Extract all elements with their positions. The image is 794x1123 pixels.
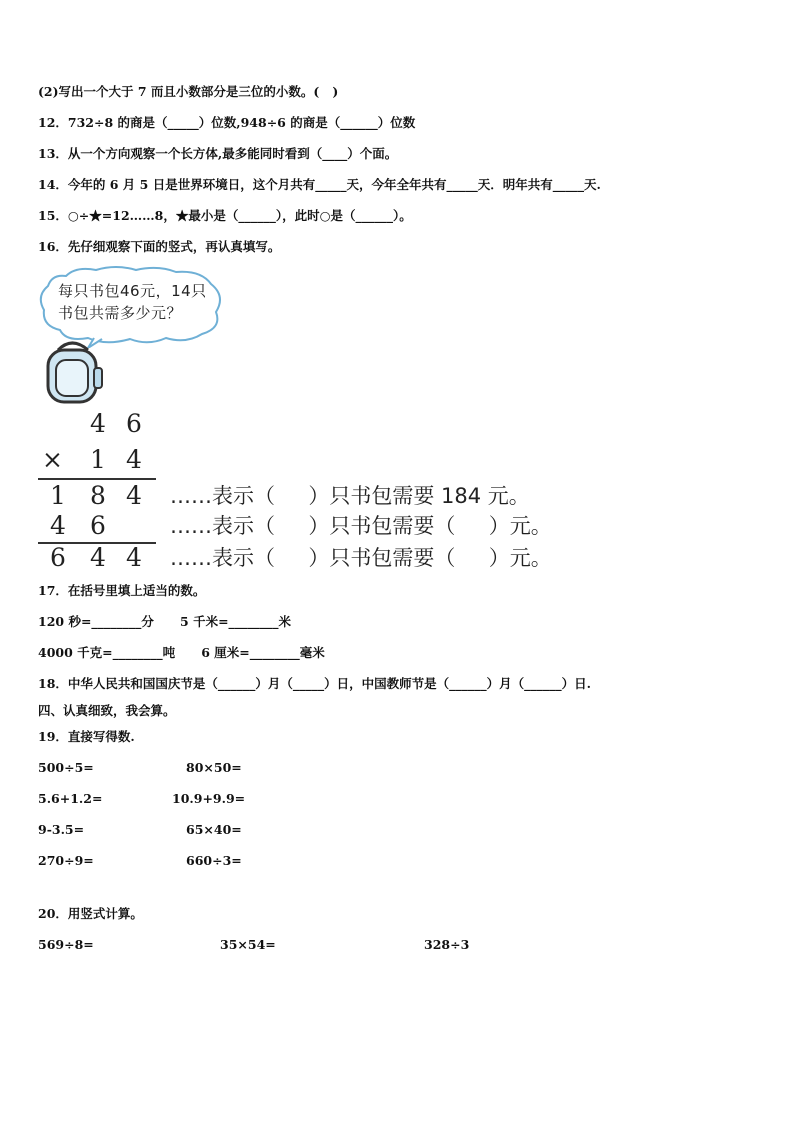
q20-item: 328÷3 bbox=[424, 937, 470, 952]
digit: 4 bbox=[126, 445, 142, 474]
question-13: 13．从一个方向观察一个长方体,最多能同时看到（____）个面。 bbox=[38, 146, 398, 161]
digit: 6 bbox=[90, 511, 106, 540]
digit: 1 bbox=[50, 481, 66, 510]
digit: 4 bbox=[126, 481, 142, 510]
q20-item: 35×54= bbox=[220, 937, 276, 952]
question-19: 19．直接写得数. bbox=[38, 729, 135, 744]
digit: 4 bbox=[126, 543, 142, 572]
speech-bubble bbox=[36, 266, 226, 348]
explanation-line-2: ……表示（ ）只书包需要（ ）元。 bbox=[170, 514, 552, 538]
question-18: 18．中华人民共和国国庆节是（______）月（_____）日，中国教师节是（______）月（______）日. bbox=[38, 676, 591, 691]
question-11-2: (2)写出一个大于 7 而且小数部分是三位的小数。( ) bbox=[38, 84, 339, 99]
q20-item: 569÷8= bbox=[38, 937, 94, 952]
question-17: 17．在括号里填上适当的数。 bbox=[38, 583, 206, 598]
question-16: 16．先仔细观察下面的竖式，再认真填写。 bbox=[38, 239, 281, 254]
digit: 4 bbox=[90, 409, 106, 438]
section-4-heading: 四、认真细致，我会算。 bbox=[38, 703, 176, 718]
digit: 8 bbox=[90, 481, 106, 510]
digit: 4 bbox=[90, 543, 106, 572]
q19-item: 660÷3= bbox=[186, 853, 242, 868]
question-20: 20．用竖式计算。 bbox=[38, 906, 143, 921]
digit: 6 bbox=[126, 409, 142, 438]
question-17-b: 4000 千克=________吨 6 厘米=________毫米 bbox=[38, 645, 325, 660]
question-14: 14．今年的 6 月 5 日是世界环境日，这个月共有_____天，今年全年共有_____天．明年共有_____天. bbox=[38, 177, 601, 192]
speech-bubble-text: 每只书包46元，14只书包共需多少元？ bbox=[58, 282, 207, 322]
vertical-multiplication bbox=[38, 408, 618, 576]
question-15: 15．○÷★=12……8，★最小是（______），此时○是（______）。 bbox=[38, 208, 412, 223]
q19-item: 80×50= bbox=[186, 760, 242, 775]
digit: 6 bbox=[50, 543, 66, 572]
q19-item: 5.6+1.2= bbox=[38, 791, 103, 806]
multiply-sign: × bbox=[42, 445, 63, 474]
divider-line bbox=[38, 478, 156, 480]
digit: 4 bbox=[50, 511, 66, 540]
q19-item: 9-3.5= bbox=[38, 822, 85, 837]
question-12: 12．732÷8 的商是（_____）位数,948÷6 的商是（______）位数 bbox=[38, 115, 416, 130]
backpack-icon bbox=[42, 338, 104, 404]
question-17-a: 120 秒=________分 5 千米=________米 bbox=[38, 614, 292, 629]
explanation-line-1: ……表示（ ）只书包需要 184 元。 bbox=[170, 484, 530, 508]
q19-item: 65×40= bbox=[186, 822, 242, 837]
q19-item: 270÷9= bbox=[38, 853, 94, 868]
digit: 1 bbox=[90, 445, 106, 474]
explanation-line-3: ……表示（ ）只书包需要（ ）元。 bbox=[170, 546, 552, 570]
q19-item: 500÷5= bbox=[38, 760, 94, 775]
q19-item: 10.9+9.9= bbox=[172, 791, 246, 806]
